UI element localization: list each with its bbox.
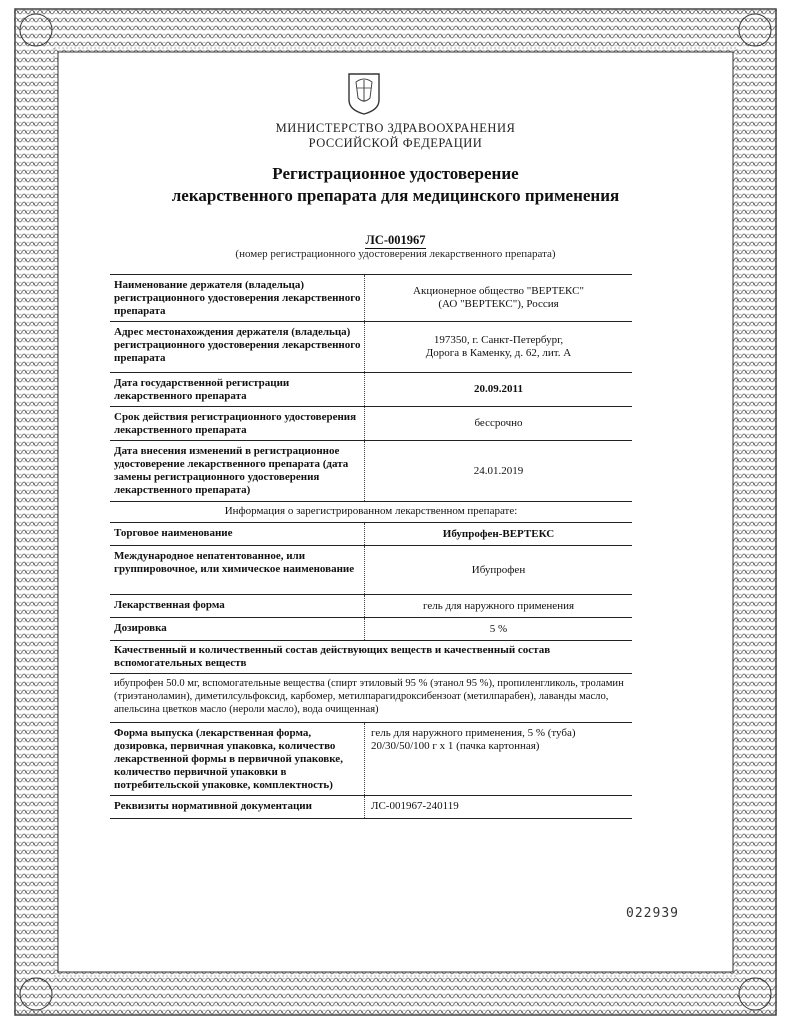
row-label: Лекарственная форма <box>110 595 365 617</box>
dosage-value: 5 % <box>489 622 508 635</box>
validity-value: бессрочно <box>474 417 523 429</box>
normative-row <box>110 796 632 819</box>
composition-text: ибупрофен 50.0 мг, вспомогательные вещества (спирт этиловый 95 % (этанол 95 %), пропиленгликоль, троламин (триэтаноламин), диметилсульфоксид, карбомер, метилпарагидроксибензоат (метилпарабен), лаванды масло, апельсина цветков масло (нероли масло), вода очищенная) <box>114 678 624 715</box>
release-form-line1: гель для наружного применения, 5 % (туба) <box>371 727 576 739</box>
row-label: Дата внесения изменений в регистрационное удостоверение лекарственного препарата (дата замены регистрационного удостоверения лекарственного препарата) <box>110 441 365 501</box>
row-label: Срок действия регистрационного удостоверения лекарственного препарата <box>110 407 365 440</box>
holder-address-row <box>110 322 632 373</box>
holder-name-row <box>110 274 632 322</box>
row-label: Торговое наименование <box>110 523 365 545</box>
normative-value: ЛС-001967-240119 <box>371 800 459 812</box>
row-label: Дозировка <box>110 618 365 640</box>
trade-name-row <box>110 523 632 546</box>
document-subtitle: лекарственного препарата для медицинского применения <box>171 186 620 205</box>
inn-value: Ибупрофен <box>471 563 526 576</box>
holder-name: Акционерное общество "ВЕРТЕКС" <box>413 285 584 297</box>
release-form-row <box>110 723 632 796</box>
address-street: Дорога в Каменку, д. 62, лит. А <box>425 347 572 359</box>
info-heading: Информация о зарегистрированном лекарственном препарате: <box>224 505 518 517</box>
composition-heading: Качественный и количественный состав действующих веществ и качественный состав вспомогательных веществ <box>114 644 551 669</box>
row-label: Наименование держателя (владельца) регистрационного удостоверения лекарственного препарата <box>110 275 365 321</box>
row-label: Реквизиты нормативной документации <box>110 796 365 818</box>
state-emblem-icon <box>346 70 382 116</box>
row-label: Адрес местонахождения держателя (владельца) регистрационного удостоверения лекарственного препарата <box>110 322 365 372</box>
composition-heading-row <box>110 641 632 674</box>
dosage-row <box>110 618 632 641</box>
holder-name-short: (АО "ВЕРТЕКС"), Россия <box>438 298 559 310</box>
row-label: Дата государственной регистрации лекарственного препарата <box>110 373 365 406</box>
ministry-country: РОССИЙСКОЙ ФЕДЕРАЦИИ <box>308 136 483 150</box>
registration-date-row <box>110 373 632 407</box>
ministry-name: МИНИСТЕРСТВО ЗДРАВООХРАНЕНИЯ <box>275 121 516 135</box>
address-city: 197350, г. Санкт-Петербург, <box>433 334 564 346</box>
serial-number: 022939 <box>626 906 679 921</box>
validity-row <box>110 407 632 441</box>
inn-row <box>110 546 632 595</box>
row-label: Форма выпуска (лекарственная форма, дозировка, первичная упаковка, количество лекарственной формы в первичной упаковке, количество первичной упаковки в потребительской упаковке, комплектность) <box>110 723 365 795</box>
composition-row <box>110 674 632 723</box>
release-form-line2: 20/30/50/100 г x 1 (пачка картонная) <box>371 740 540 752</box>
changes-date-row <box>110 441 632 502</box>
registration-number-note: (номер регистрационного удостоверения лекарственного препарата) <box>235 248 556 260</box>
info-heading-row <box>110 502 632 523</box>
row-label: Международное непатентованное, или группировочное, или химическое наименование <box>110 546 365 594</box>
document-title: Регистрационное удостоверение <box>272 164 519 183</box>
registration-date: 20.09.2011 <box>474 383 523 395</box>
dosage-form: гель для наружного применения <box>422 599 575 612</box>
changes-date: 24.01.2019 <box>473 464 524 477</box>
trade-name: Ибупрофен-ВЕРТЕКС <box>442 527 555 540</box>
registration-number: ЛС-001967 <box>365 233 426 247</box>
certificate-table <box>110 274 632 819</box>
dosage-form-row <box>110 595 632 618</box>
